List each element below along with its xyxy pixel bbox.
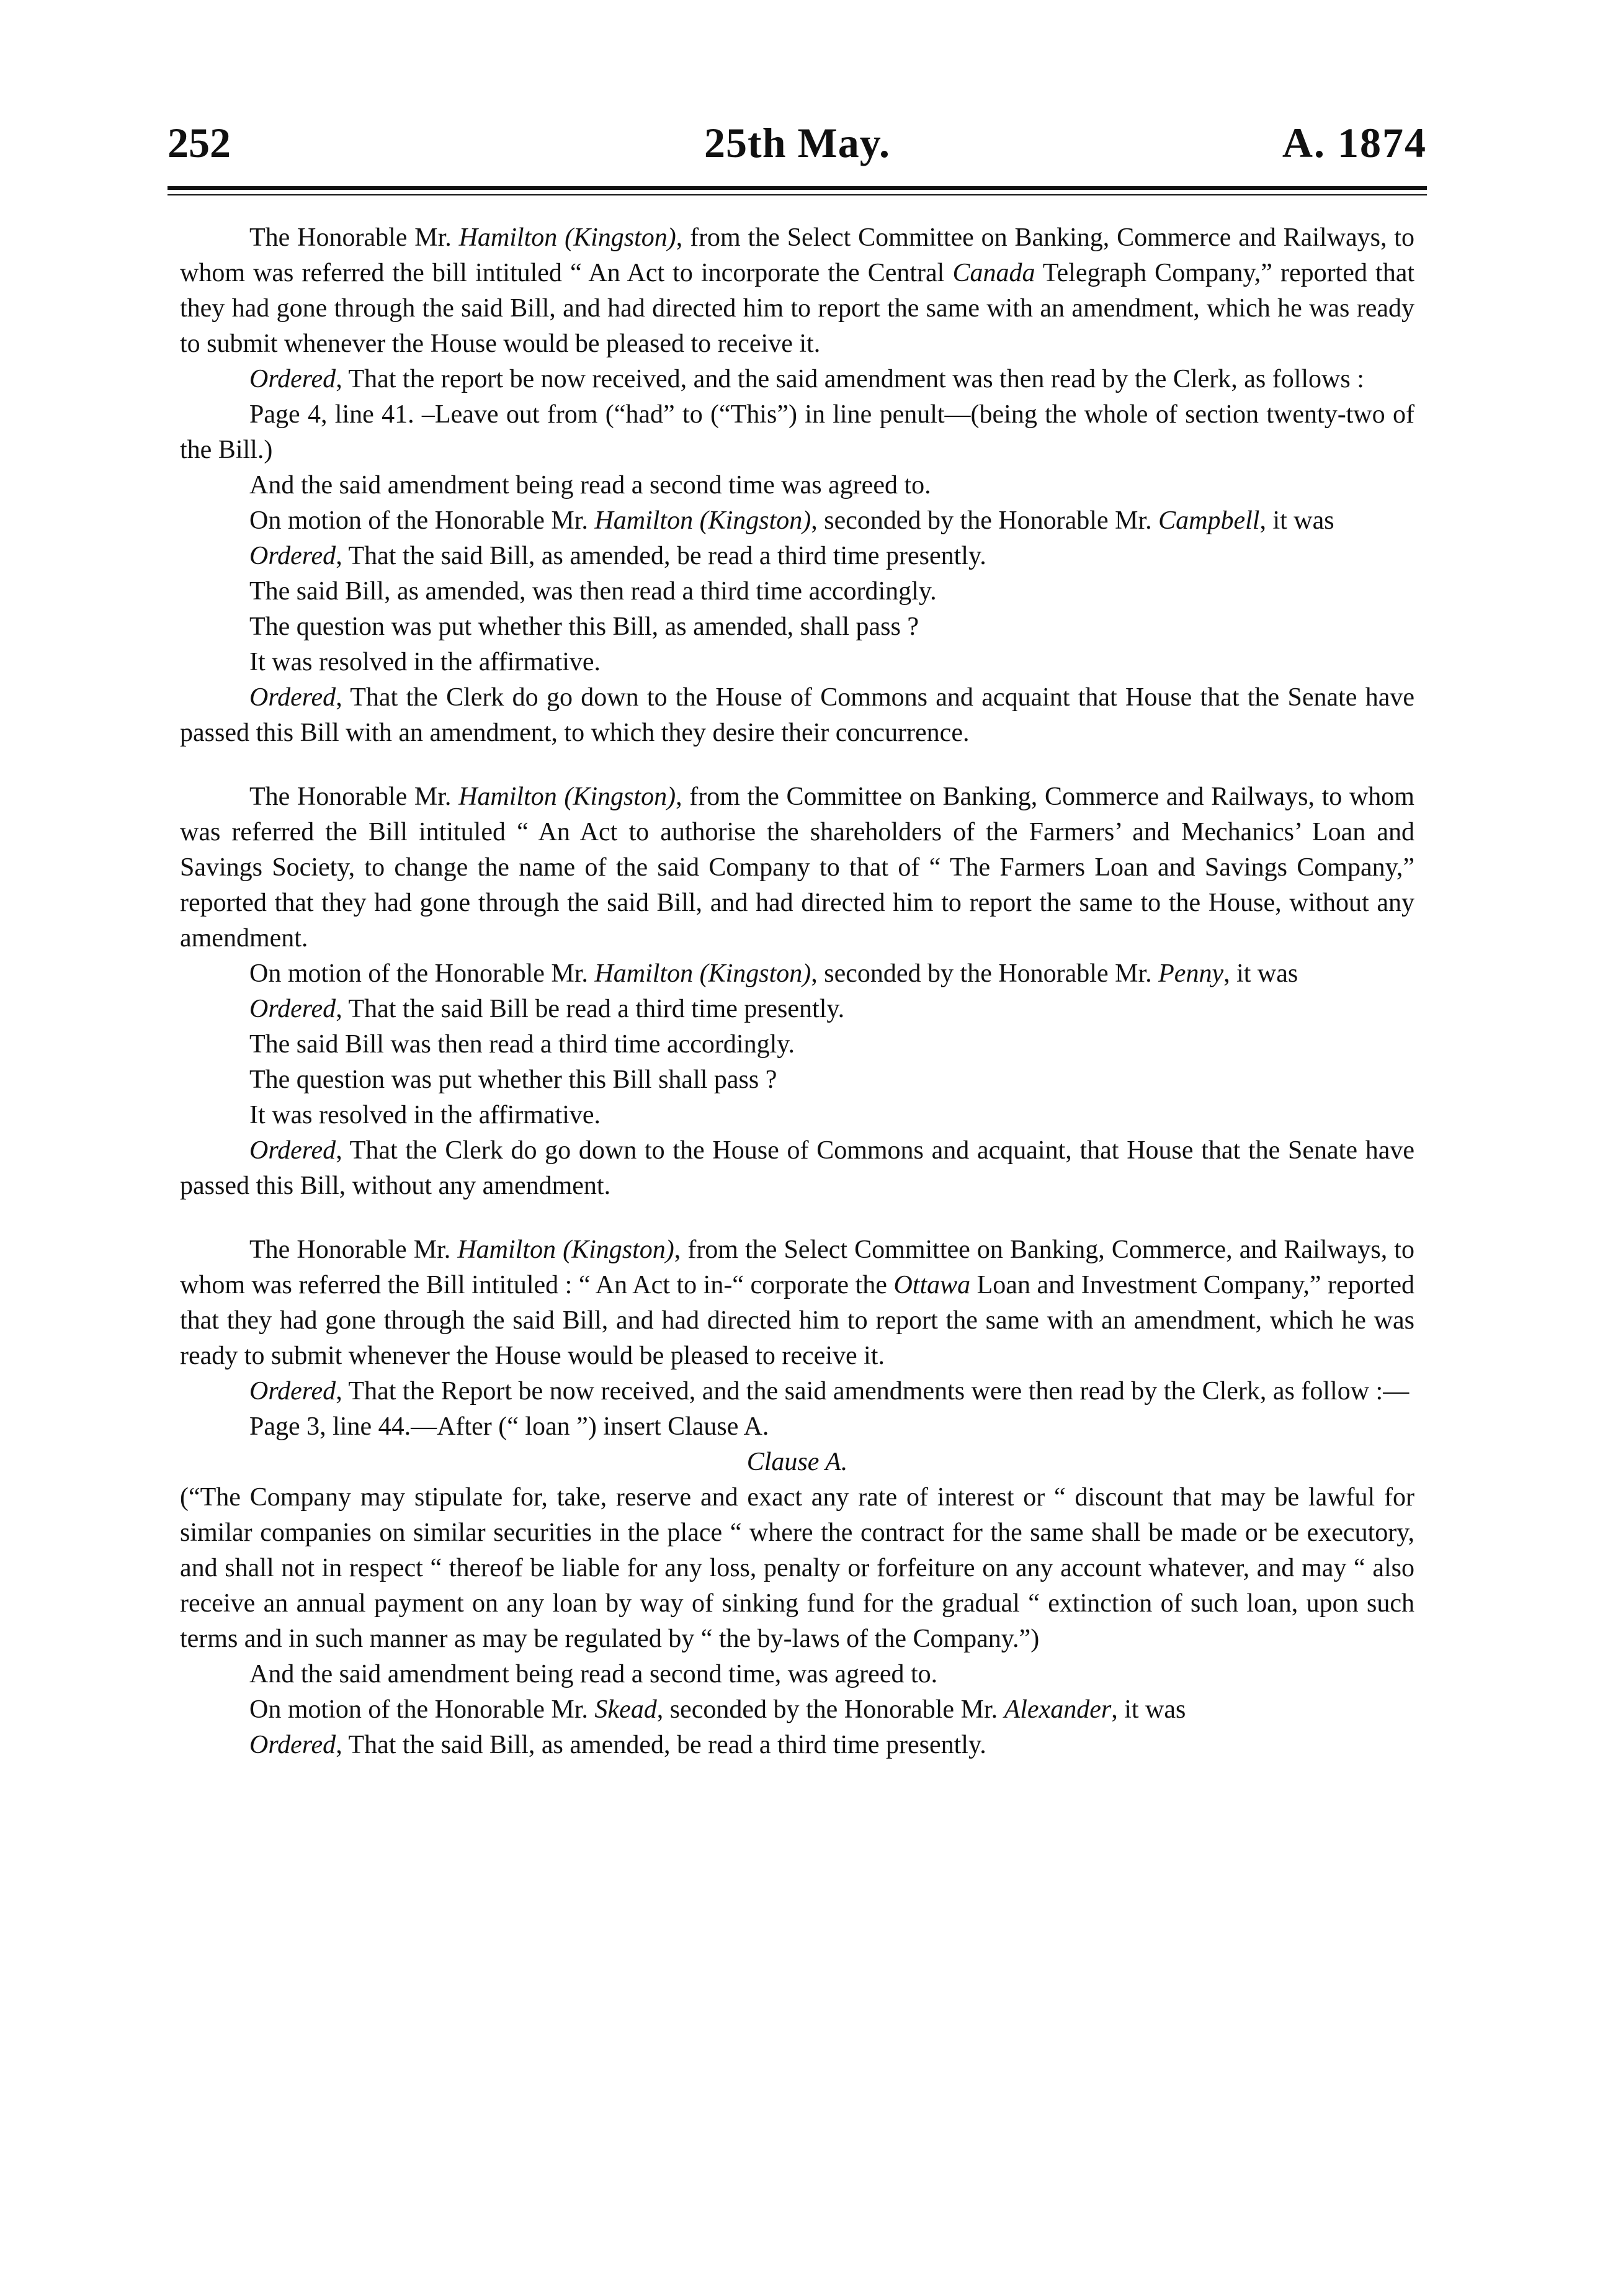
paragraph: Page 3, line 44.—After (“ loan ”) insert Clause A. — [249, 1412, 769, 1441]
paragraph: On motion of the Honorable Mr. Hamilton (Kingston), seconded by the Honorable Mr. Penny, it was — [249, 959, 1298, 988]
paragraph: The Honorable Mr. Hamilton (Kingston), from the Committee on Banking, Commerce and Railways, to whom was referred the Bill intituled “ An Act to authorise the shareholders of the Farmers’ and Mechanics’ Loan and Savings Society, to change the name of the said Company to that of “ The Farmers Loan and Savings Company,” reported that they had gone through the said Bill, and had directed him to report the same to the House, without any amendment. — [180, 783, 1414, 953]
header-date: 25th May. — [704, 119, 890, 166]
section-2 — [180, 779, 1414, 1204]
paragraph: Ordered, That the Clerk do go down to the House of Commons and acquaint that House that the Senate have passed this Bill with an amendment, to which they desire their concurrence. — [180, 683, 1414, 747]
header-rule-thick — [168, 186, 1427, 190]
paragraph: And the said amendment being read a second time was agreed to. — [249, 471, 931, 500]
section-1 — [180, 220, 1414, 751]
paragraph: Page 4, line 41. –Leave out from (“had” to (“This”) in line penult—(being the whole of section twenty-two of the Bill.) — [180, 400, 1414, 464]
paragraph: On motion of the Honorable Mr. Hamilton (Kingston), seconded by the Honorable Mr. Campbell, it was — [249, 506, 1334, 535]
paragraph: On motion of the Honorable Mr. Skead, seconded by the Honorable Mr. Alexander, it was — [249, 1695, 1186, 1724]
paragraph: Ordered, That the Report be now received, and the said amendments were then read by the Clerk, as follow :— — [249, 1377, 1410, 1406]
paragraph: The question was put whether this Bill, as amended, shall pass ? — [249, 612, 919, 641]
paragraph: And the said amendment being read a second time, was agreed to. — [249, 1660, 938, 1688]
paragraph: The said Bill was then read a third time accordingly. — [249, 1030, 795, 1059]
paragraph: Ordered, That the report be now received, and the said amendment was then read by the Clerk, as follows : — [249, 365, 1364, 393]
page-number: 252 — [168, 119, 231, 166]
paragraph: It was resolved in the affirmative. — [249, 1101, 601, 1129]
paragraph: The Honorable Mr. Hamilton (Kingston), from the Select Committee on Banking, Commerce, and Railways, to whom was referred the Bill intituled : “ An Act to in-“ corporate the Ottawa Loan and Investment Company,” reported that they had gone through the said Bill, and had directed him to report the same with an amendment, which he was ready to submit whenever the House would be pleased to receive it. — [180, 1235, 1414, 1370]
paragraph: The said Bill, as amended, was then read a third time accordingly. — [249, 577, 937, 606]
paragraph: Ordered, That the said Bill, as amended, be read a third time presently. — [249, 1731, 986, 1759]
document-body — [180, 220, 1414, 1763]
paragraph: Ordered, That the said Bill, as amended, be read a third time presently. — [249, 542, 986, 570]
paragraph: Ordered, That the Clerk do go down to the House of Commons and acquaint, that House that the Senate have passed this Bill, without any amendment. — [180, 1136, 1414, 1200]
paragraph: Ordered, That the said Bill be read a third time presently. — [249, 995, 845, 1023]
section-3 — [180, 1232, 1414, 1763]
paragraph: The Honorable Mr. Hamilton (Kingston), from the Select Committee on Banking, Commerce and Railways, to whom was referred the bill intituled “ An Act to incorporate the Central Canada Telegraph Company,” reported that they had gone through the said Bill, and had directed him to report the same with an amendment, which he was ready to submit whenever the House would be pleased to receive it. — [180, 223, 1415, 358]
paragraph: (“The Company may stipulate for, take, reserve and exact any rate of interest or “ discount that may be lawful for similar companies on similar securities in the place “ where the contract for the same shall be made or be executory, and shall not in respect “ thereof be liable for any loss, penalty or forfeiture on any account whatever, and may “ also receive an annual payment on any loan by way of sinking fund for the gradual “ extinction of such loan, upon such terms and in such manner as may be regulated by “ the by-laws of the Company.”) — [180, 1483, 1414, 1653]
page-header — [168, 118, 1427, 168]
header-rule-thin — [168, 194, 1427, 195]
paragraph: The question was put whether this Bill shall pass ? — [249, 1065, 777, 1094]
paragraph: It was resolved in the affirmative. — [249, 648, 601, 676]
header-year: A. 1874 — [1282, 119, 1427, 166]
paragraph: Clause A. — [746, 1448, 848, 1476]
